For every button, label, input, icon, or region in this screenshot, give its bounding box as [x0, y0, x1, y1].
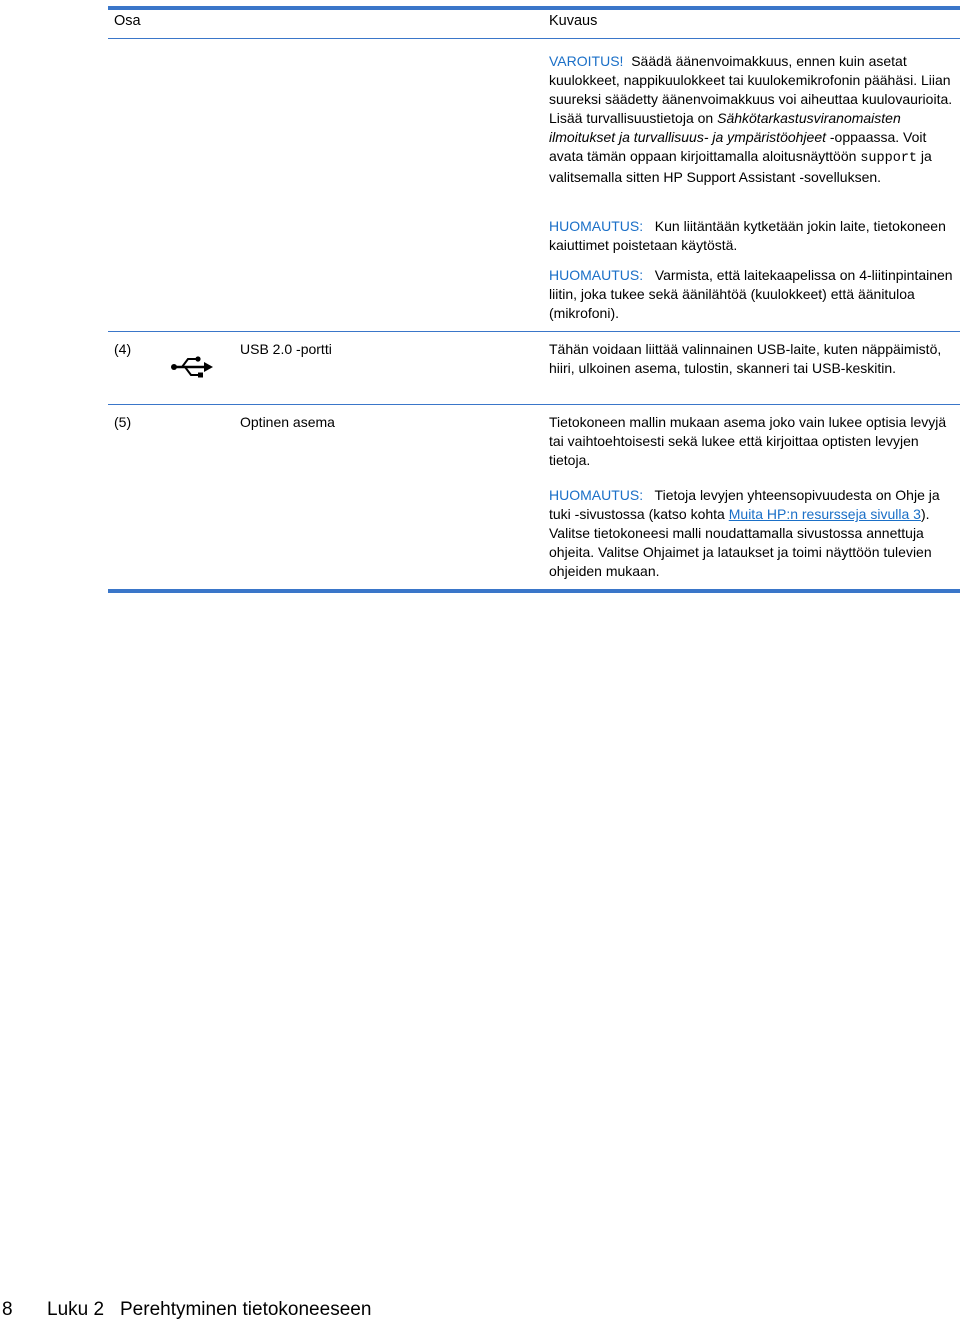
hp-support-assistant: HP Support Assistant	[663, 169, 796, 185]
chapter-label: Luku 2	[47, 1299, 105, 1320]
warning-text-1: Säädä äänenvoimakkuus, ennen kuin asetat kuulokkeet, nappikuulokkeet tai kuulokemikrofonin päähäsi. Liian suureksi säädetty äänenvoimakkuus voi aiheuttaa kuulovaurioita. Lisää turvallisuustietoja on	[549, 53, 953, 126]
optical-description: Tietokoneen mallin mukaan asema joko vain lukee optisia levyjä tai vaihtoehtoisesti sekä lukee että kirjoittaa optisten levyjen tietoja.	[549, 414, 947, 468]
row-rule	[108, 331, 960, 332]
warning-block	[549, 52, 954, 187]
page-number: 8	[2, 1299, 13, 1320]
note-connector	[549, 266, 954, 323]
note-text-1: Tietoja levyjen yhteensopivuudesta on Ohje ja tuki -sivustossa (katso kohta	[549, 487, 940, 522]
table-top-rule	[108, 6, 960, 10]
table-bottom-rule	[108, 589, 960, 593]
note-text-2: ). Valitse tietokoneesi malli noudattamalla sivustossa annettuja ohjeita. Valitse	[549, 506, 930, 560]
note-label: HUOMAUTUS:	[549, 487, 644, 503]
component-name: Optinen asema	[240, 414, 335, 430]
row-number: (4)	[114, 341, 132, 357]
column-header-part: Osa	[114, 13, 141, 29]
row-rule	[108, 404, 960, 405]
note-label: HUOMAUTUS:	[549, 267, 644, 283]
note-label: HUOMAUTUS:	[549, 218, 644, 234]
header-rule	[108, 38, 960, 39]
support-code: support	[860, 151, 918, 166]
warning-label: VAROITUS!	[549, 53, 624, 69]
drivers-menu-item: Ohjaimet ja lataukset	[642, 544, 774, 560]
usb-icon	[170, 354, 214, 380]
column-header-description: Kuvaus	[549, 13, 598, 29]
note-speakers	[549, 217, 954, 255]
note-text-3: ja toimi näyttöön tulevien ohjeiden mukaan.	[549, 544, 932, 579]
warning-text-2: -oppaassa. Voit avata tämän oppaan kirjoittamalla aloitusnäyttöön	[549, 129, 927, 164]
note-optical	[549, 486, 954, 581]
safety-guide-title: Sähkötarkastusviranomaisten ilmoitukset ja turvallisuus- ja ympäristöohjeet	[549, 110, 901, 145]
component-name: USB 2.0 -portti	[240, 341, 332, 357]
usb-description: Tähän voidaan liittää valinnainen USB-laite, kuten näppäimistö, hiiri, ulkoinen asema, tulostin, skanneri tai USB-keskitin.	[549, 341, 942, 376]
row-number: (5)	[114, 414, 132, 430]
note-text: Varmista, että laitekaapelissa on 4-liitinpintainen liitin, joka tukee sekä äänilähtöä (kuulokkeet) että äänituloa (mikrofoni).	[549, 267, 953, 321]
warning-text-3: ja valitsemalla sitten	[549, 148, 932, 185]
resources-link[interactable]: Muita HP:n resursseja sivulla 3	[728, 506, 921, 522]
note-text: Kun liitäntään kytketään jokin laite, tietokoneen kaiuttimet poistetaan käytöstä.	[549, 218, 946, 253]
warning-text-4: -sovelluksen.	[799, 169, 882, 185]
chapter-title: Perehtyminen tietokoneeseen	[120, 1299, 372, 1320]
